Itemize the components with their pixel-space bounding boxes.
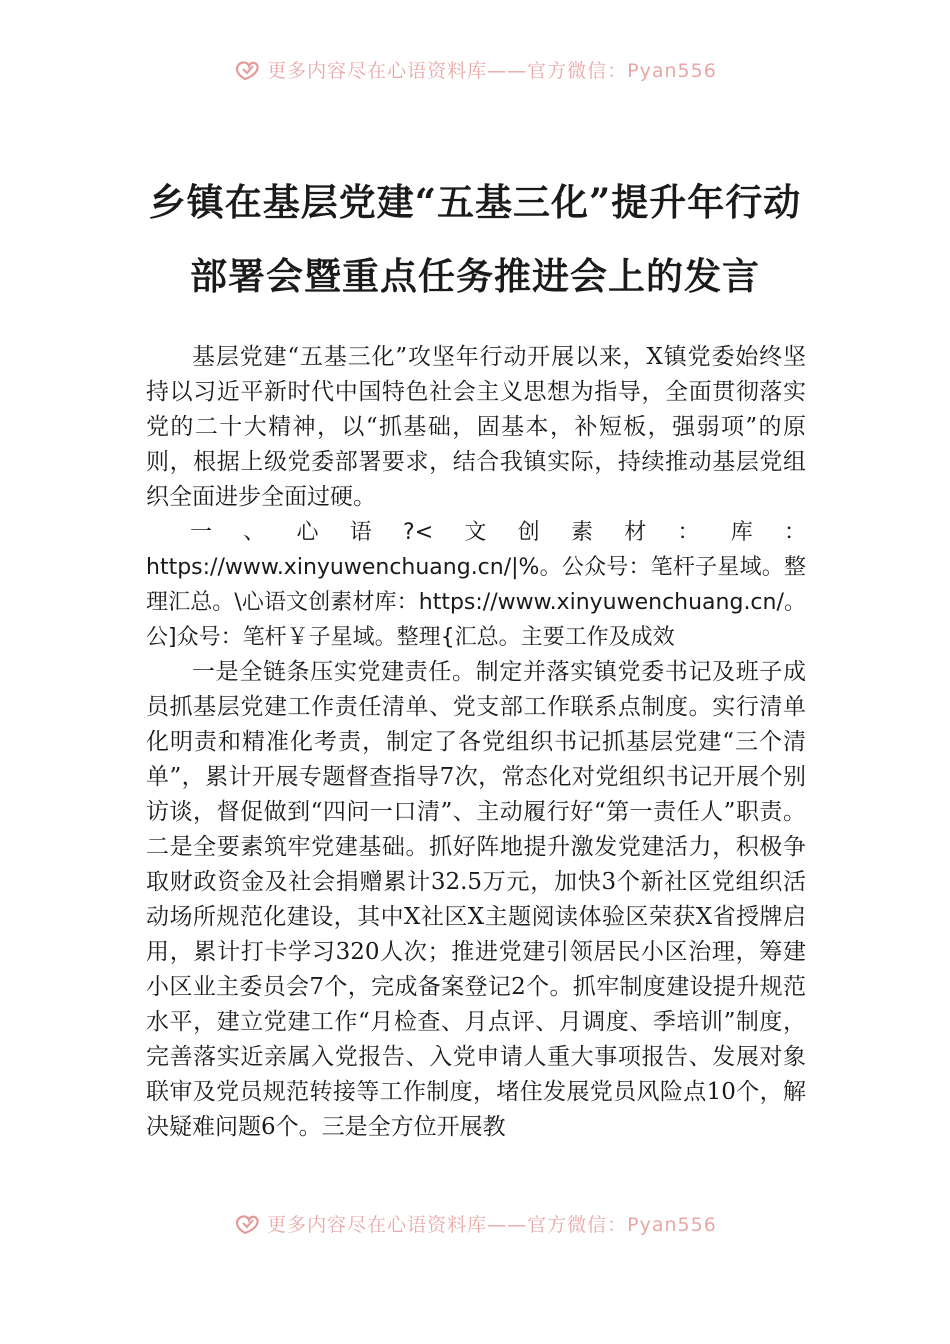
banner-text: 更多内容尽在心语资料库——官方微信：Pyan556 — [267, 1213, 717, 1236]
watermark-banner-top — [0, 54, 950, 84]
banner-text: 更多内容尽在心语资料库——官方微信：Pyan556 — [267, 59, 717, 82]
paragraph-main-work: 一是全链条压实党建责任。制定并落实镇党委书记及班子成员抓基层党建工作责任清单、党支部工作联系点制度。实行清单化明责和精准化考责，制定了各党组织书记抓基层党建“三个清单”，累计开展专题督查指导7次，常态化对党组织书记开展个别访谈，督促做到“四问一口清”、主动履行好“第一责任人”职责。二是全要素筑牢党建基础。抓好阵地提升激发党建活力，积极争取财政资金及社会捐赠累计32.5万元，加快3个新社区党组织活动场所规范化建设，其中X社区X主题阅读体验区荣获X省授牌启用，累计打卡学习320人次；推进党建引领居民小区治理，筹建小区业主委员会7个，完成备案登记2个。抓牢制度建设提升规范水平，建立党建工作“月检查、月点评、月调度、季培训”制度，完善落实近亲属入党报告、入党申请人重大事项报告、发展对象联审及党员规范转接等工作制度，堵住发展党员风险点10个，解决疑难问题6个。三是全方位开展教 — [146, 659, 806, 1140]
document-title-line1: 乡镇在基层党建“五基三化”提升年行动 — [148, 180, 802, 224]
logo-icon — [233, 1211, 261, 1235]
watermark-banner-bottom — [0, 1208, 950, 1238]
paragraph-intro: 基层党建“五基三化”攻坚年行动开展以来，X镇党委始终坚持以习近平新时代中国特色社会主义思想为指导，全面贯彻落实党的二十大精神，以“抓基础，固基本，补短板，强弱项”的原则，根据上级党委部署要求，结合我镇实际，持续推动基层党组织全面进步全面过硬。 — [146, 344, 806, 510]
logo-icon — [233, 57, 261, 81]
document-title-line2: 部署会暨重点任务推进会上的发言 — [190, 254, 760, 298]
paragraph-section-heading: 一、心语?<文创素材：库：https://www.xinyuwenchuang.cn/|%。公众号：笔杆子星域。整理汇总。\心语文创素材库：https://www.xinyuwenchuang.cn/。公]众号：笔杆￥子星域。整理{汇总。主要工作及成效 — [146, 520, 806, 650]
document-body — [146, 340, 806, 1210]
